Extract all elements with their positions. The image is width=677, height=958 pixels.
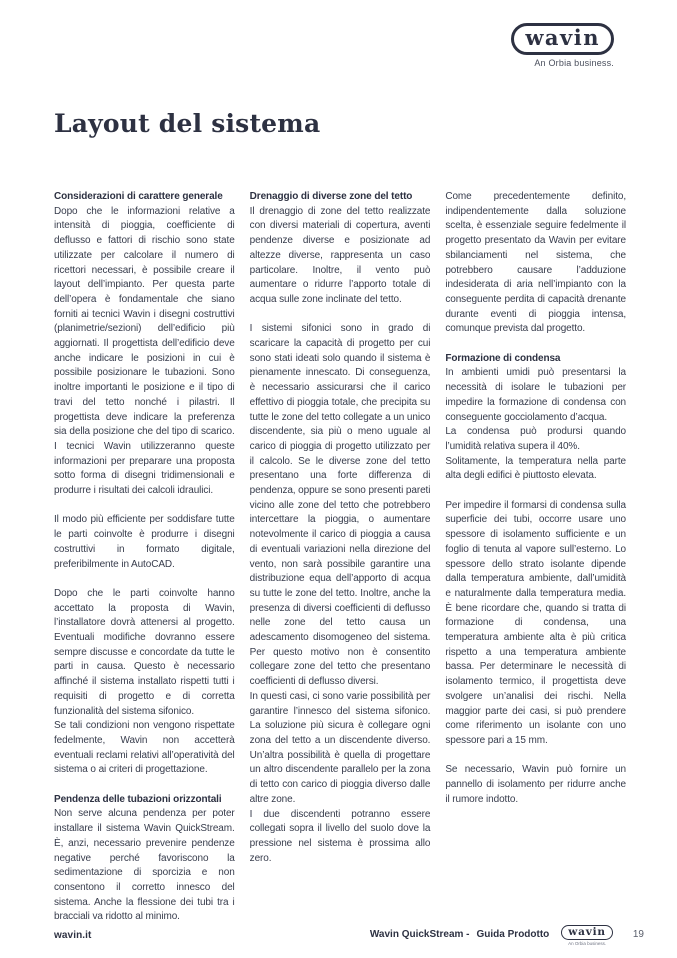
paragraph: Non serve alcuna pendenza per poter installare il sistema Wavin QuickStream. È, anzi, necessario prevenire pendenze negative perché favoriscono la sedimentazione di sporcizia e non consentono il corretto innesco del sistema. Anche la flessione dei tubi tra i bracciali va ridotto al minimo.	[54, 808, 235, 923]
orbia-tagline: An Orbia business.	[534, 58, 614, 69]
paragraph: Il drenaggio di zone del tetto realizzate con diversi materiali di copertura, aventi pendenze diverse e posizionate ad altezze diverse, rappresenta un caso particolare. Inoltre, il vento può aumentare o ridurre l’apporto totale di acqua sulle zone inclinate del tetto.	[249, 205, 431, 305]
paragraph: Se necessario, Wavin può fornire un pannello di isolamento per ridurre anche il rumore indotto.	[445, 764, 627, 805]
paragraph: Dopo che le parti coinvolte hanno accettato la proposta di Wavin, l’installatore dovrà attenersi al progetto. Eventuali modifiche dovranno essere sempre discusse e concordate da tutte le parti in causa. Questo è necessario affinché il sistema installato rispetti tutti i requisiti di progetto e di corretta funzionalità del sistema sifonico.	[54, 587, 235, 717]
paragraph: Dopo che le informazioni relative a intensità di pioggia, coefficiente di deflusso e fattori di rischio sono state utilizzate per calcolare il numero di ricettori necessari, è possibile creare il layout dell’impianto. Per questa parte dell’opera è fondamentale che siano forniti ai tecnici Wavin i disegni costruttivi (planimetrie/sezioni) dell’edificio più aggiornati. Il progettista dell’edificio deve anche indicare le posizioni in cui è possibile posizionare le tubazioni. Sono inoltre importanti le posizione e il tipo di travi del tetto nonché i pilastri. Il progettista deve indicare la preferenza sia della posizione che del tipo di scarico. I tecnici Wavin utilizzeranno queste informazioni per preparare una proposta sotto forma di disegni tridimensionali e produrre i risultati dei calcoli idraulici.	[54, 205, 235, 497]
paragraph: In questi casi, ci sono varie possibilità per garantire l’innesco del sistema sifonico. La soluzione più sicura è collegare ogni zona del tetto a un discendente diverso. Un’altra possibilità è quella di progettare un altro discendente parallelo per la zona di tetto con carico di pioggia diverso dalle altre zone.	[249, 690, 431, 805]
header-brand	[511, 23, 614, 68]
page-title: Layout del sistema	[54, 108, 321, 138]
paragraph: Per impedire il formarsi di condensa sulla superficie dei tubi, occorre usare uno spessore di isolamento sufficiente e un foglio di tenuta al vapore sull’esterno. Lo spessore dello strato isolante dipende dalla temperatura ambiente, dall’umidità e naturalmente dalla temperatura media. È bene ricordare che, quando si tratta di formazione di condensa, una temperatura ambiente alta è più critica rispetto a una temperatura ambiente bassa. Per determinare le necessità di isolamento termico, il progettista deve svolgere un’analisi dei rischi. Nella maggior parte dei casi, si può prendere come riferimento un isolante con uno spessore pari a 15 mm.	[445, 499, 627, 746]
footer-doc-name: Wavin QuickStream -	[369, 928, 470, 940]
section-heading-general-considerations: Considerazioni di carattere generale	[54, 191, 223, 202]
paragraph: Se tali condizioni non vengono rispettate fedelmente, Wavin non accetterà eventuali reclami relativi all’operatività del sistema o ai criteri di progettazione.	[54, 720, 235, 776]
paragraph: I due discendenti potranno essere collegati sopra il livello del suolo dove la pressione nel sistema è prossima allo zero.	[249, 808, 431, 864]
paragraph: Solitamente, la temperatura nella parte alta degli edifici è piuttosto elevata.	[445, 455, 627, 482]
paragraph: Il modo più efficiente per soddisfare tutte le parti coinvolte è produrre i disegni costruttivi in formato digitale, preferibilmente in AutoCAD.	[54, 514, 235, 570]
section-heading-horizontal-pipe-slope: Pendenza delle tubazioni orizzontali	[54, 793, 222, 805]
section-heading-roof-zones-drainage: Drenaggio di diverse zone del tetto	[249, 191, 413, 202]
footer-doc-section: Guida Prodotto	[476, 928, 550, 940]
wavin-logo-icon: wavin	[561, 925, 613, 940]
paragraph: Come precedentemente definito, indipendentemente dalla soluzione scelta, è essenziale seguire fedelmente il progetto presentato da Wavin per evitare sbilanciamenti nel sistema, che potrebbero causare l’adduzione indesiderata di aria nell’impianto con la conseguente perdita di capacità drenante durante eventi di pioggia intensa, comunque prevista dal progetto.	[445, 191, 627, 335]
column-1	[54, 190, 235, 925]
paragraph: In ambienti umidi può presentarsi la necessità di isolare le tubazioni per impedire la formazione di condensa con conseguente gocciolamento d’acqua.	[445, 367, 627, 423]
orbia-tagline-small: An Orbia business.	[568, 941, 607, 947]
wavin-logo-icon: wavin	[511, 23, 614, 55]
footer-doc-title	[370, 929, 549, 940]
text-columns	[54, 190, 626, 925]
page-number: 19	[632, 928, 644, 940]
column-3	[445, 190, 626, 925]
paragraph: La condensa può prodursi quando l’umidità relativa supera il 40%.	[445, 426, 627, 452]
footer-website-link[interactable]: wavin.it	[54, 930, 92, 941]
footer-brand	[561, 922, 613, 946]
footer-right-group	[370, 922, 644, 946]
column-2	[250, 190, 431, 925]
paragraph: I sistemi sifonici sono in grado di scaricare la capacità di progetto per cui sono stati ideati solo quando il sistema è pienamente innescato. Di conseguenza, è necessario assicurarsi che il carico effettivo di pioggia totale, che precipita su tutte le zone del tetto collegate a un unico discendente, sia più o meno uguale al carico di pioggia di progetto utilizzato per il calcolo. Se le diverse zone del tetto presentano una forte differenza di pendenza, oppure se sono presenti pareti vicino alle zone del tetto che potrebbero intercettare la pioggia, o aumentare notevolmente il carico di pioggia a causa di eventuali variazioni nella direzione del vento, non sarà possibile garantire una distribuzione equa dell’apporto di acqua su tutte le zone del tetto. Inoltre, anche la presenza di diversi coefficienti di deflusso nelle zone del tetto causa un adescamento disomogeneo del sistema. Per questo motivo non è consentito collegare zone del tetto che presentano coefficienti di deflusso diversi.	[249, 323, 431, 688]
section-heading-condensation: Formazione di condensa	[445, 352, 561, 364]
